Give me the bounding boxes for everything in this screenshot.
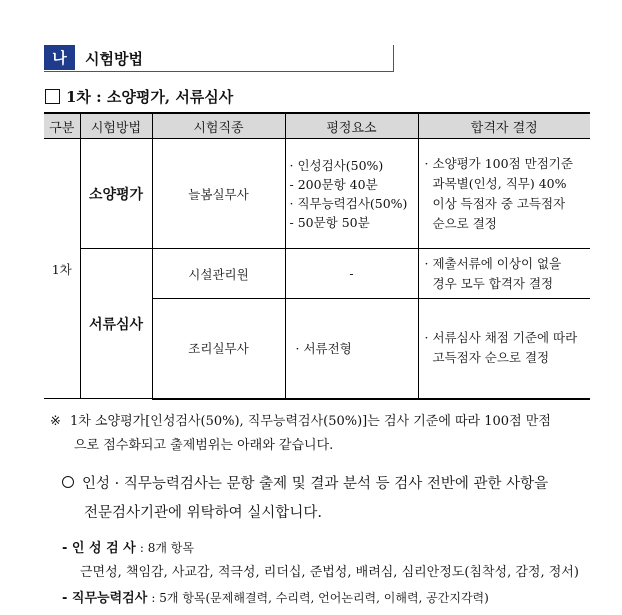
result-line: · 서류심사 채점 기준에 따라 [424, 330, 578, 346]
result-line: 과목별(인성, 직무) 40% [432, 175, 567, 191]
header-eval: 평정요소 [285, 113, 418, 139]
section-title: 시험방법 [85, 50, 143, 68]
item-detail: : 8개 항목 [139, 541, 194, 555]
job-cell: 조리실무사 [152, 299, 285, 399]
eval-cell: - [285, 249, 418, 299]
header-job: 시험직종 [152, 113, 285, 139]
header-result: 합격자 결정 [418, 113, 590, 139]
method-cell: 서류심사 [80, 249, 152, 399]
result-line: · 소양평가 100점 만점기준 [424, 155, 573, 171]
result-cell [418, 299, 590, 399]
result-cell [418, 249, 590, 299]
list-item [62, 588, 489, 609]
note-line: 1차 소양평가[인성검사(50%), 직무능력검사(50%)]는 검사 기준에 따라 100점 만점 [70, 414, 551, 429]
result-line: 경우 모두 합격자 결정 [432, 275, 554, 291]
eval-line: · 직무능력검사(50%) [289, 195, 408, 211]
checkbox-icon [45, 89, 60, 104]
bullet-line: 전문검사기관에 위탁하여 실시합니다. [84, 505, 322, 521]
eval-line: - 50문항 50분 [289, 214, 370, 230]
circle-bullet-icon [62, 476, 74, 488]
subheading [45, 86, 233, 107]
job-cell: 시설관리원 [152, 249, 285, 299]
result-cell [418, 139, 590, 249]
result-line: · 제출서류에 이상이 없을 [424, 255, 562, 271]
header-method: 시험방법 [80, 113, 152, 139]
subheading-text: 1차 : 소양평가, 서류심사 [66, 88, 234, 106]
result-line: 고득점자 순으로 결정 [432, 350, 550, 366]
item-sub: 근면성, 책임감, 사교감, 적극성, 리더십, 준법성, 배려심, 심리안정도(침착성, 감정, 정서) [80, 565, 579, 580]
round-cell: 1차 [44, 139, 80, 399]
bullet-paragraph [62, 470, 590, 528]
eval-cell: · 서류전형 [285, 299, 418, 399]
item-label: - 직무능력검사 [62, 591, 148, 606]
table-row [44, 139, 590, 249]
eval-line: · 인성검사(50%) [289, 157, 384, 173]
method-cell: 소양평가 [80, 139, 152, 249]
bullet-line: 인성 · 직무능력검사는 문항 출제 및 결과 분석 등 검사 전반에 관한 사항을 [82, 476, 549, 492]
item-detail: : 5개 항목(문제해결력, 수리력, 언어논리력, 이해력, 공간지각력) [151, 591, 489, 605]
note [50, 410, 590, 458]
item-label: - 인 성 검 사 [62, 541, 136, 556]
note-line: 으로 점수화되고 출제범위는 아래와 같습니다. [74, 438, 334, 453]
table-header-row [44, 113, 590, 139]
result-line: 이상 득점자 중 고득점자 [432, 195, 566, 211]
eval-cell [285, 139, 418, 249]
list-item [62, 538, 194, 559]
job-cell: 늘봄실무사 [152, 139, 285, 249]
table-row [44, 249, 590, 299]
exam-method-table [44, 112, 590, 400]
section-header [44, 45, 394, 72]
result-line: 순으로 결정 [432, 215, 497, 231]
eval-line: - 200문항 40분 [289, 176, 378, 192]
section-badge: 나 [44, 45, 75, 70]
note-mark: ※ [50, 414, 61, 429]
header-category: 구분 [44, 113, 80, 139]
